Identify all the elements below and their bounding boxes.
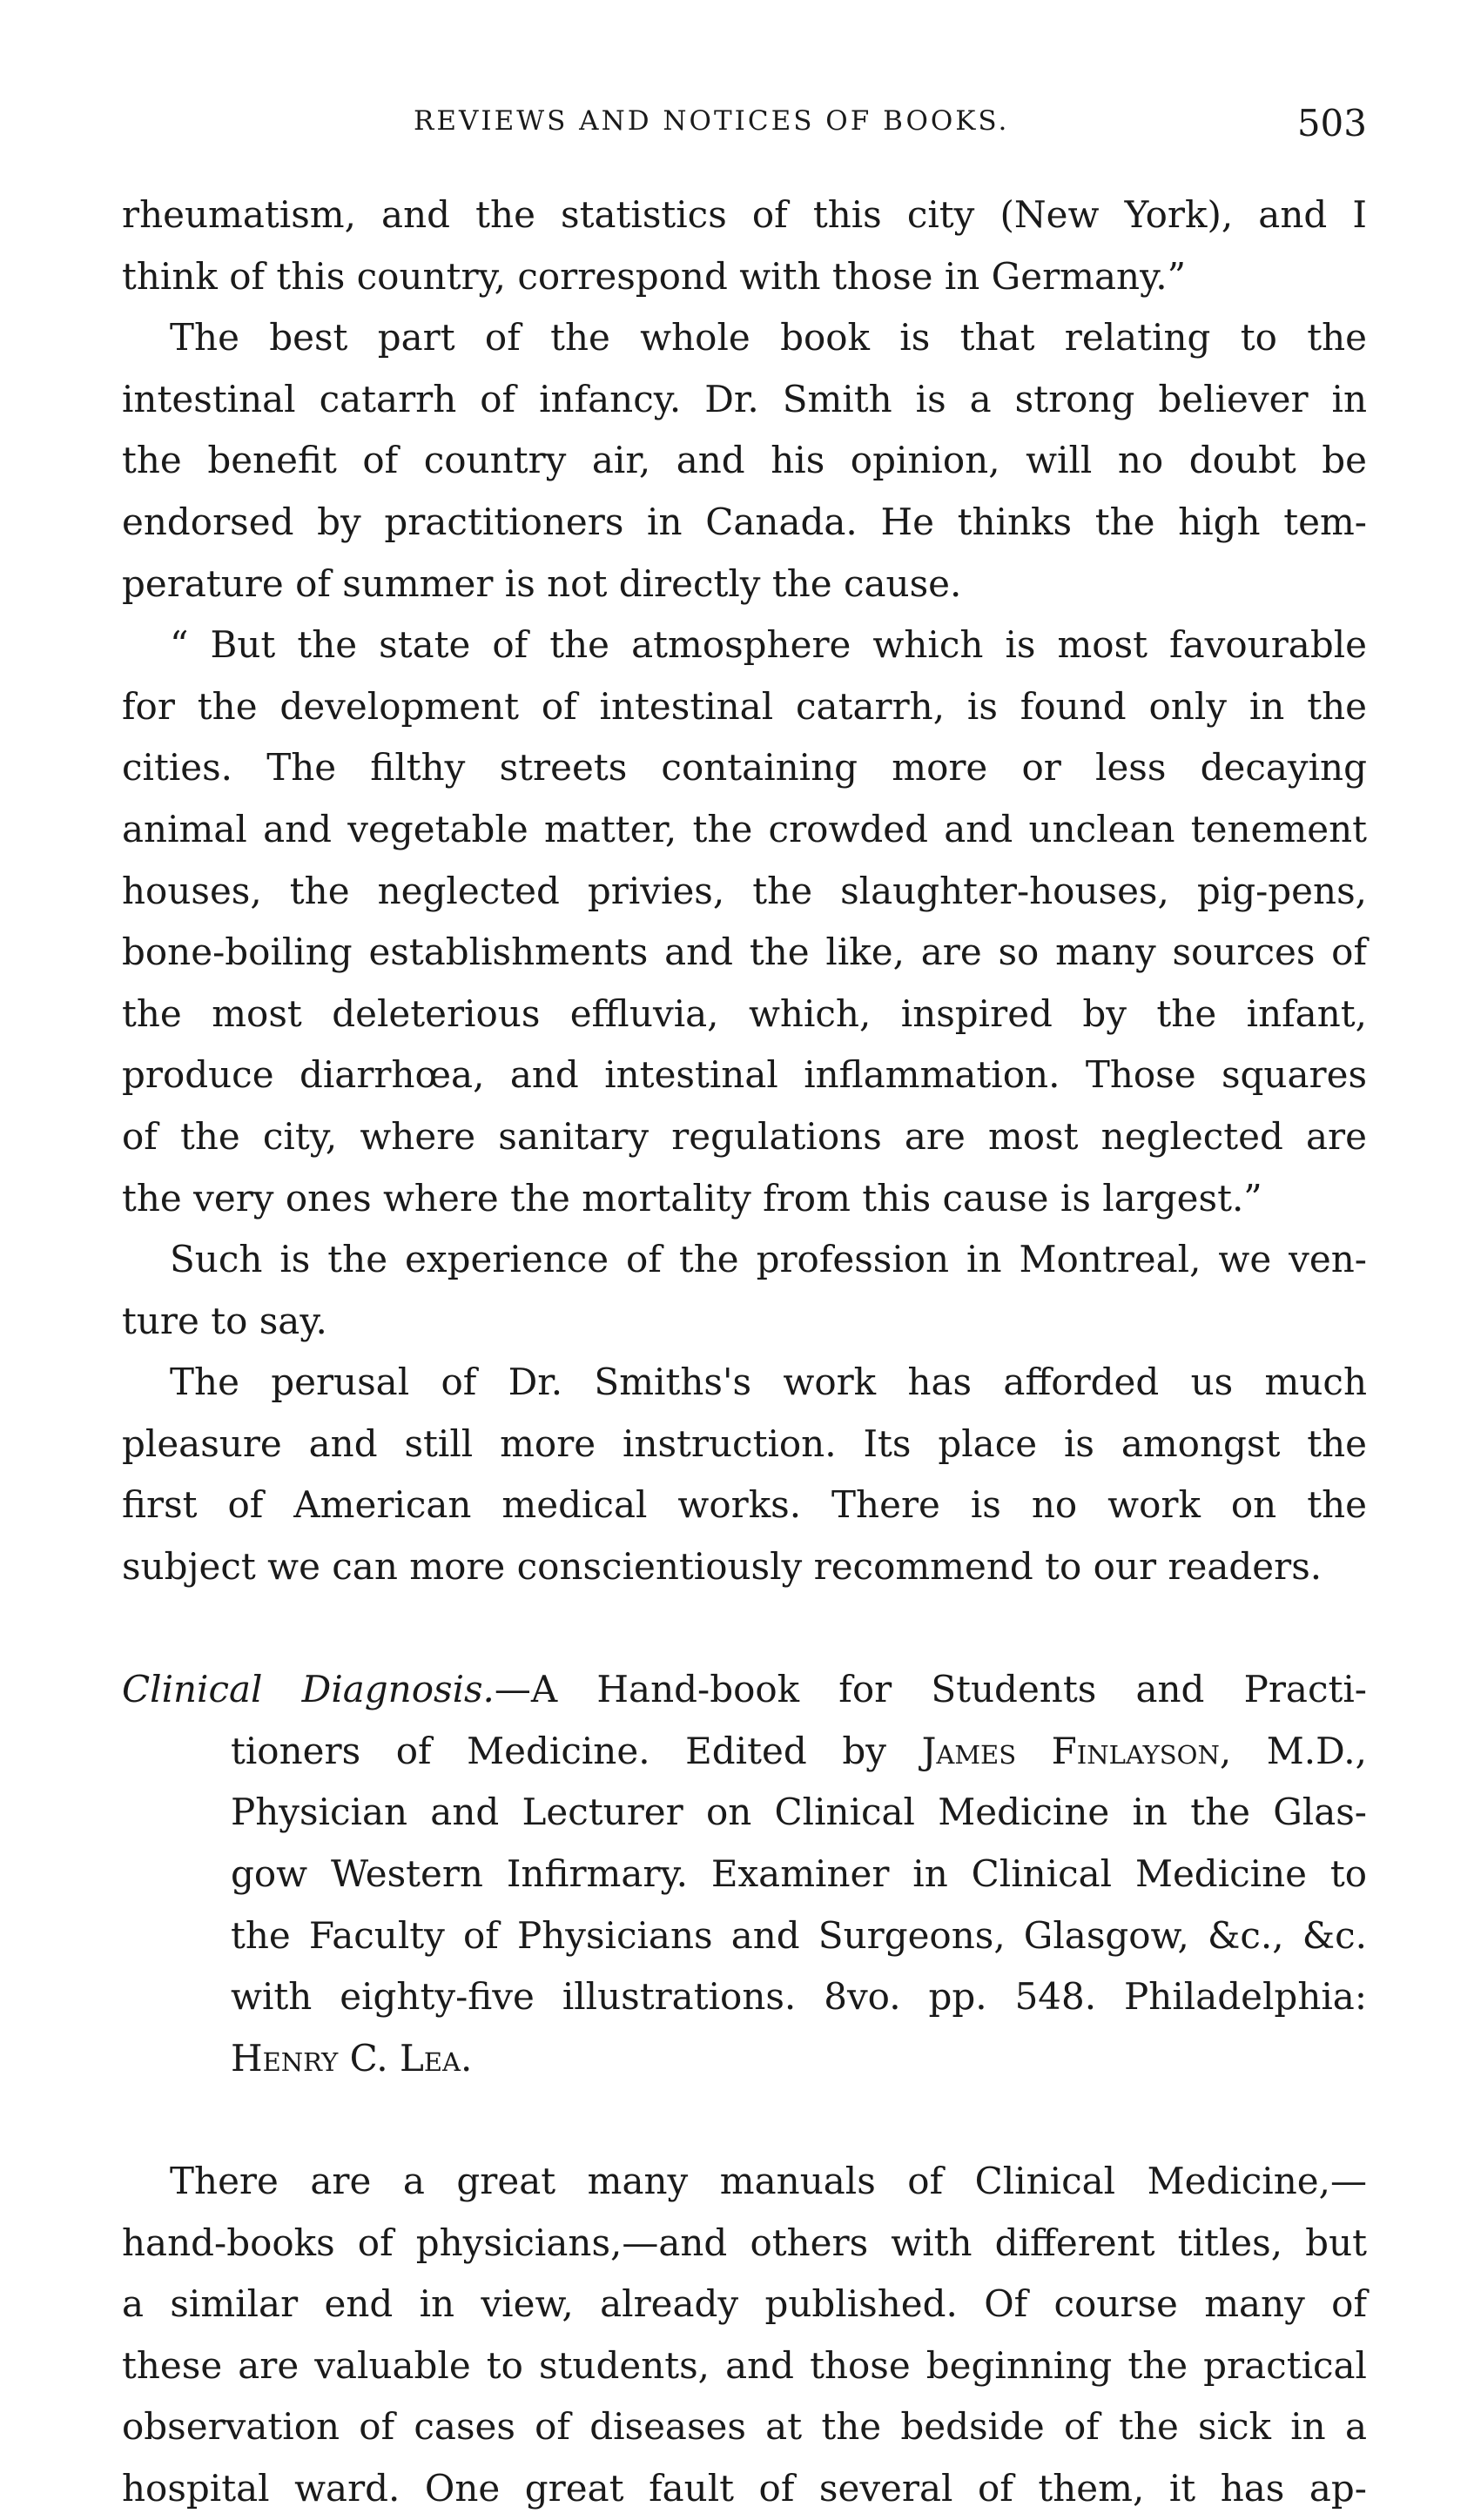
text-line: subject we can more conscientiously recommend to our readers. <box>122 1545 1323 1589</box>
text-line: bone-boiling establishments and the like, are so many sources of <box>122 931 1367 974</box>
editor-name: James Finlayson <box>921 1729 1220 1772</box>
notice-line: gow Western Infirmary. Examiner in Clinical Medicine to <box>231 1852 1367 1896</box>
publisher-name: Henry C. Lea. <box>231 2036 473 2080</box>
notice-line: Physician and Lecturer on Clinical Medicine in the Glas- <box>231 1791 1367 1834</box>
text-line: for the development of intestinal catarrh, is found only in the <box>122 684 1367 728</box>
text-block <box>122 185 1367 2520</box>
text-line: think of this country, correspond with those in Germany.” <box>122 254 1187 298</box>
section-gap <box>122 2089 1367 2151</box>
text-line: “ But the state of the atmosphere which is most favourable <box>170 623 1367 667</box>
notice-heading-line <box>122 1659 1367 1721</box>
text-line: endorsed by practitioners in Canada. He thinks the high tem- <box>122 500 1367 543</box>
text-line: these are valuable to students, and those beginning the practical <box>122 2343 1367 2387</box>
notice-line-text: tioners of Medicine. Edited by <box>231 1729 886 1772</box>
notice-title-rest: —A Hand-book for Students and Practi- <box>494 1668 1367 1711</box>
text-line: the very ones where the mortality from this cause is largest.” <box>122 1176 1262 1220</box>
text-line: of the city, where sanitary regulations are most neglected are <box>122 1114 1367 1158</box>
text-line: the most deleterious effluvia, which, inspired by the infant, <box>122 991 1367 1035</box>
text-line: rheumatism, and the statistics of this city (New York), and I <box>122 193 1367 236</box>
text-line: houses, the neglected privies, the slaughter-houses, pig-pens, <box>122 869 1367 912</box>
notice-publisher-line <box>122 2028 1367 2090</box>
running-head <box>122 100 1367 152</box>
text-line: produce diarrhœa, and intestinal inflammation. Those squares <box>122 1053 1367 1097</box>
section-gap <box>122 1598 1367 1660</box>
text-line: first of American medical works. There is no work on the <box>122 1483 1367 1527</box>
notice-line <box>122 1721 1367 1783</box>
notice-title: Clinical Diagnosis. <box>122 1668 495 1711</box>
text-line: animal and vegetable matter, the crowded and unclean tenement <box>122 807 1367 850</box>
text-line: The best part of the whole book is that relating to the <box>170 316 1367 360</box>
text-line: perature of summer is not directly the cause. <box>122 561 962 605</box>
text-line: intestinal catarrh of infancy. Dr. Smith is a strong believer in <box>122 377 1367 420</box>
text-line: a similar end in view, already published. Of course many of <box>122 2282 1367 2326</box>
text-line: the benefit of country air, and his opinion, will no doubt be <box>122 439 1367 482</box>
editor-degree: , M.D., <box>1219 1729 1368 1772</box>
text-line: The perusal of Dr. Smiths's work has afforded us much <box>170 1361 1367 1404</box>
notice-line: the Faculty of Physicians and Surgeons, Glasgow, &c., &c. <box>231 1913 1367 1957</box>
text-line: hospital ward. One great fault of several of them, it has ap- <box>122 2466 1367 2510</box>
running-title: REVIEWS AND NOTICES OF BOOKS. <box>414 105 1010 137</box>
text-line: pleasure and still more instruction. Its place is amongst the <box>122 1421 1367 1465</box>
page-number: 503 <box>1296 102 1367 144</box>
text-line: There are a great many manuals of Clinical Medicine,— <box>170 2160 1367 2202</box>
text-line: Such is the experience of the profession in Montreal, we ven- <box>170 1238 1367 1281</box>
text-line: cities. The filthy streets containing more or less decaying <box>122 746 1367 790</box>
notice-line: with eighty-five illustrations. 8vo. pp. 548. Philadelphia: <box>231 1975 1367 2019</box>
text-line: ture to say. <box>122 1299 327 1342</box>
text-line: hand-books of physicians,—and others with different titles, but <box>122 2221 1367 2264</box>
text-line: observation of cases of diseases at the bedside of the sick in a <box>122 2405 1367 2449</box>
